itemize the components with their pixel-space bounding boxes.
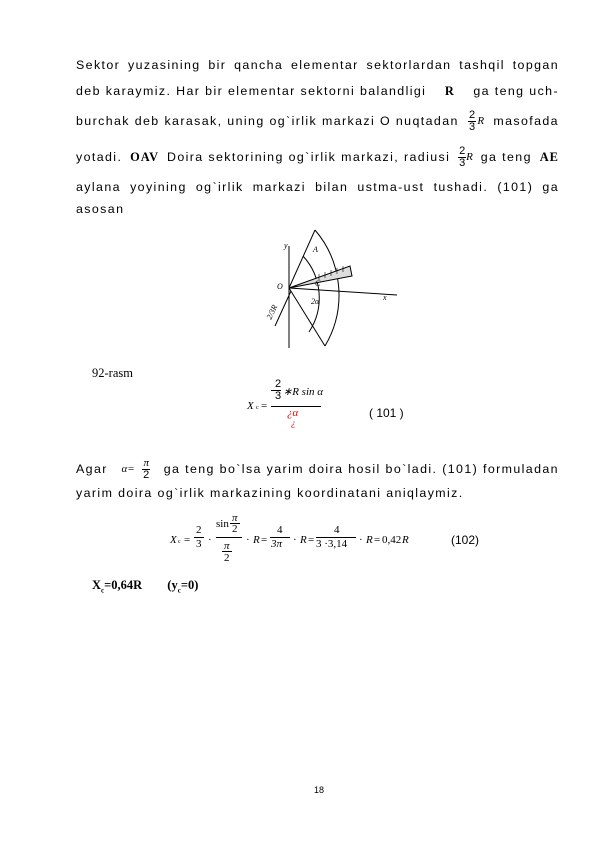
var-R: R (477, 115, 485, 127)
label-A: A (313, 245, 318, 254)
equation-102: X c = 2 3 · sin π 2 π 2 · R = 4 3π · R = 4 3 ·3,14 · R = 0,42 R (170, 512, 409, 564)
para1-line3 (76, 108, 559, 134)
text: Agar (76, 462, 108, 476)
symbol-OAV: OAV (130, 149, 160, 164)
symbol-AE: AE (539, 149, 559, 164)
text: burchak deb karasak, uning og`irlik markazi O nuqtadan (76, 114, 459, 128)
label-O: O (277, 282, 283, 291)
text: Doira sektorining og`irlik markazi, radiusi (166, 150, 451, 164)
para1-line4 (76, 144, 559, 170)
label-C: C (315, 279, 321, 288)
equation-101-number: ( 101 ) (369, 406, 404, 420)
para1-line5: aylana yoyining og`irlik markazi bilan ustma-ust tushadi. (101) ga (76, 180, 559, 194)
symbol-R: R (444, 84, 455, 98)
para1-line6: asosan (76, 202, 125, 216)
label-2alpha: 2α (311, 297, 320, 306)
text: ga teng bo`lsa yarim doira hosil bo`ladi. (101) formuladan (163, 462, 559, 476)
page-number: 18 (314, 785, 325, 795)
para1-line2 (76, 84, 559, 110)
para2-line2: yarim doira og`irlik markazining koordinatani aniqlaymiz. (76, 486, 464, 500)
text: ga teng (480, 150, 532, 164)
sector-figure (255, 228, 405, 354)
fraction-pi-over-2: $\frac{\pi}{2}$ (143, 456, 150, 481)
equation-101: X c = 2 3 ∗R sin α ¿α ¿ (247, 378, 324, 428)
label-R: 2/3R (264, 303, 280, 321)
label-x: x (383, 293, 387, 302)
text: ga teng uch- (473, 84, 559, 98)
figure-caption: 92-rasm (92, 366, 133, 380)
text: deb karaymiz. Har bir elementar sektorni balandligi (76, 84, 427, 98)
result-line: $X_c=0,64R$ $(y_c=0)$ (92, 578, 199, 595)
para2-line1 (76, 456, 559, 482)
alpha-eq: α= (121, 463, 135, 475)
label-y: y (284, 241, 288, 250)
equation-102-number: (102) (451, 533, 480, 547)
fraction-two-thirds: $\frac{2}{3}$ (459, 144, 466, 169)
var-R: R (466, 151, 473, 163)
fraction-two-thirds: $\frac{2}{3}$ (469, 108, 476, 133)
para1-line1: Sektor yuzasining bir qancha elementar sektorlardan tashqil topgan (76, 58, 559, 72)
text: yotadi. (76, 150, 123, 164)
text: masofada (493, 114, 559, 128)
